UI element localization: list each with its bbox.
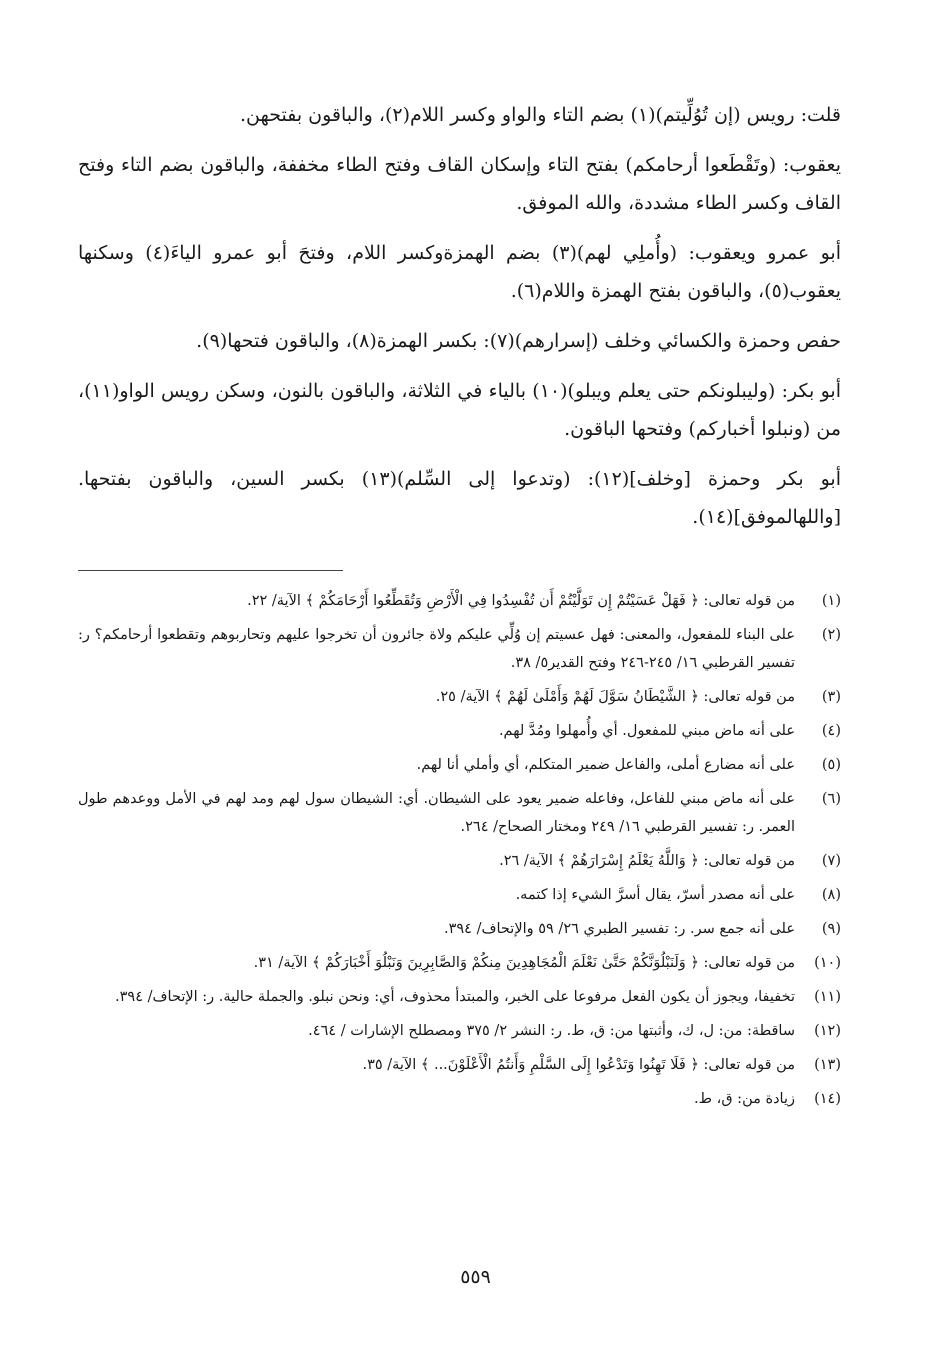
footnote-text: من قوله تعالى: ﴿ وَاللَّهُ يَعْلَمُ إِسْرَارَهُمْ ﴾ الآية/ ٢٦.: [499, 853, 795, 869]
footnote-text: ساقطة: من: ل، ك، وأثبتها من: ق، ط. ر: النشر ٢/ ٣٧٥ ومصطلح الإشارات / ٤٦٤.: [308, 1023, 795, 1039]
footnote-number: (١٠): [814, 955, 841, 971]
footnote-text: على أنه ماض مبني للمفعول. أي وأُمهلوا ومُدَّ لهم.: [498, 723, 795, 739]
footnote: [78, 621, 841, 677]
paragraph: يعقوب: (وتَقْطَعوا أرحامكم) بفتح التاء وإسكان القاف وفتح الطاء مخففة، والباقون بضم التاء وفتح القاف وكسر الطاء مشددة، والله الموفق.: [78, 154, 841, 214]
footnote: [78, 717, 841, 745]
footnote-number: (١٢): [814, 1023, 841, 1039]
footnote: [78, 1017, 841, 1045]
paragraph: أبو بكر: (وليبلونكم حتى يعلم ويبلو)(١٠) بالياء في الثلاثة، والباقون بالنون، وسكن رويس الواو(١١)، من (ونبلوا أخباركم) وفتحها الباقون.: [78, 380, 841, 440]
book-page: [78, 96, 841, 1119]
footnote: [78, 587, 841, 615]
footnote-number: (١٣): [814, 1057, 841, 1073]
footnote-separator: [78, 570, 343, 571]
footnote-text: على أنه جمع سر. ر: تفسير الطبري ٢٦/ ٥٩ والإتحاف/ ٣٩٤.: [444, 921, 795, 937]
paragraph: أبو بكر وحمزة [وخلف](١٢): (وتدعوا إلى السِّلم)(١٣) بكسر السين، والباقون بفتحها. [واللهالموفق](١٤).: [78, 468, 842, 528]
main-text: [78, 96, 841, 536]
footnote-text: زيادة من: ق، ط.: [694, 1091, 795, 1107]
footnote-number: (١٤): [814, 1091, 841, 1107]
footnote: [78, 881, 841, 909]
footnote: [78, 683, 841, 711]
footnote: [78, 983, 841, 1011]
footnote: [78, 1085, 841, 1113]
footnote-number: (٣): [821, 689, 841, 705]
footnotes: [78, 587, 841, 1113]
footnote-text: على أنه مضارع أملى، والفاعل ضمير المتكلم، أي وأملي أنا لهم.: [416, 757, 795, 773]
footnote-number: (٤): [821, 723, 841, 739]
footnote-text: تخفيفا، ويجوز أن يكون الفعل مرفوعا على الخبر، والمبتدأ محذوف، أي: ونحن نبلو. والجملة حالية. ر: الإتحاف/ ٣٩٤.: [115, 989, 795, 1005]
footnote: [78, 1051, 841, 1079]
footnote-text: من قوله تعالى: ﴿ فَهَلْ عَسَيْتُمْ إِن تَوَلَّيْتُمْ أَن تُفْسِدُوا فِي الْأَرْضِ وَتُقَطِّعُوا أَرْحَامَكُمْ ﴾ الآية/ ٢٢.: [247, 593, 795, 609]
footnote-text: على البناء للمفعول، والمعنى: فهل عسيتم إن وُلِّي عليكم ولاة جائرون أن تخرجوا عليهم وتحاربوهم وتقطعوا أرحامكم؟ ر: تفسير القرطبي ١٦/ ٢٤٥-٢٤٦ وفتح القدير٥/ ٣٨.: [78, 627, 795, 671]
page-number: ٥٥٩: [460, 1266, 491, 1288]
footnote-number: (٨): [821, 887, 841, 903]
footnote: [78, 949, 841, 977]
footnote-number: (٥): [821, 757, 841, 773]
footnote: [78, 751, 841, 779]
footnote-text: من قوله تعالى: ﴿ الشَّيْطَانُ سَوَّلَ لَهُمْ وَأَمْلَىٰ لَهُمْ ﴾ الآية/ ٢٥.: [435, 689, 795, 705]
footnote: [78, 847, 841, 875]
footnote-number: (٦): [821, 791, 841, 807]
footnote-number: (٢): [821, 627, 841, 643]
footnote: [78, 915, 841, 943]
footnote-text: من قوله تعالى: ﴿ فَلَا تَهِنُوا وَتَدْعُوا إِلَى السَّلْمِ وَأَنتُمُ الْأَعْلَوْنَ... ﴾ الآية/ ٣٥.: [362, 1057, 795, 1073]
footnote-number: (١١): [814, 989, 841, 1005]
paragraph: حفص وحمزة والكسائي وخلف (إسرارهم)(٧): بكسر الهمزة(٨)، والباقون فتحها(٩).: [196, 330, 841, 352]
footnote-number: (٧): [821, 853, 841, 869]
footnote: [78, 785, 841, 841]
paragraph: قلت: رويس (إن تُوُلِّيتم)(١) بضم التاء والواو وكسر اللام(٢)، والباقون بفتحهن.: [239, 104, 841, 126]
footnote-number: (٩): [821, 921, 841, 937]
footnote-text: على أنه ماض مبني للفاعل، وفاعله ضمير يعود على الشيطان. أي: الشيطان سول لهم ومد لهم في الأمل ووعدهم طول العمر. ر: تفسير القرطبي ١٦/ ٢٤٩ ومختار الصحاح/ ٢٦٤.: [78, 791, 795, 835]
paragraph: أبو عمرو ويعقوب: (وأُملِي لهم)(٣) بضم الهمزةوكسر اللام، وفتحَ أبو عمرو الياءَ(٤) وسكنها يعقوب(٥)، والباقون بفتح الهمزة واللام(٦).: [78, 242, 841, 302]
footnote-number: (١): [821, 593, 841, 609]
footnote-text: من قوله تعالى: ﴿ وَلَنَبْلُوَنَّكُمْ حَتَّىٰ نَعْلَمَ الْمُجَاهِدِينَ مِنكُمْ وَالصَّابِرِينَ وَنَبْلُوَ أَخْبَارَكُمْ ﴾ الآية/ ٣١.: [253, 955, 795, 971]
footnote-text: على أنه مصدر أسرّ، يقال أسرَّ الشيء إذا كتمه.: [515, 887, 795, 903]
